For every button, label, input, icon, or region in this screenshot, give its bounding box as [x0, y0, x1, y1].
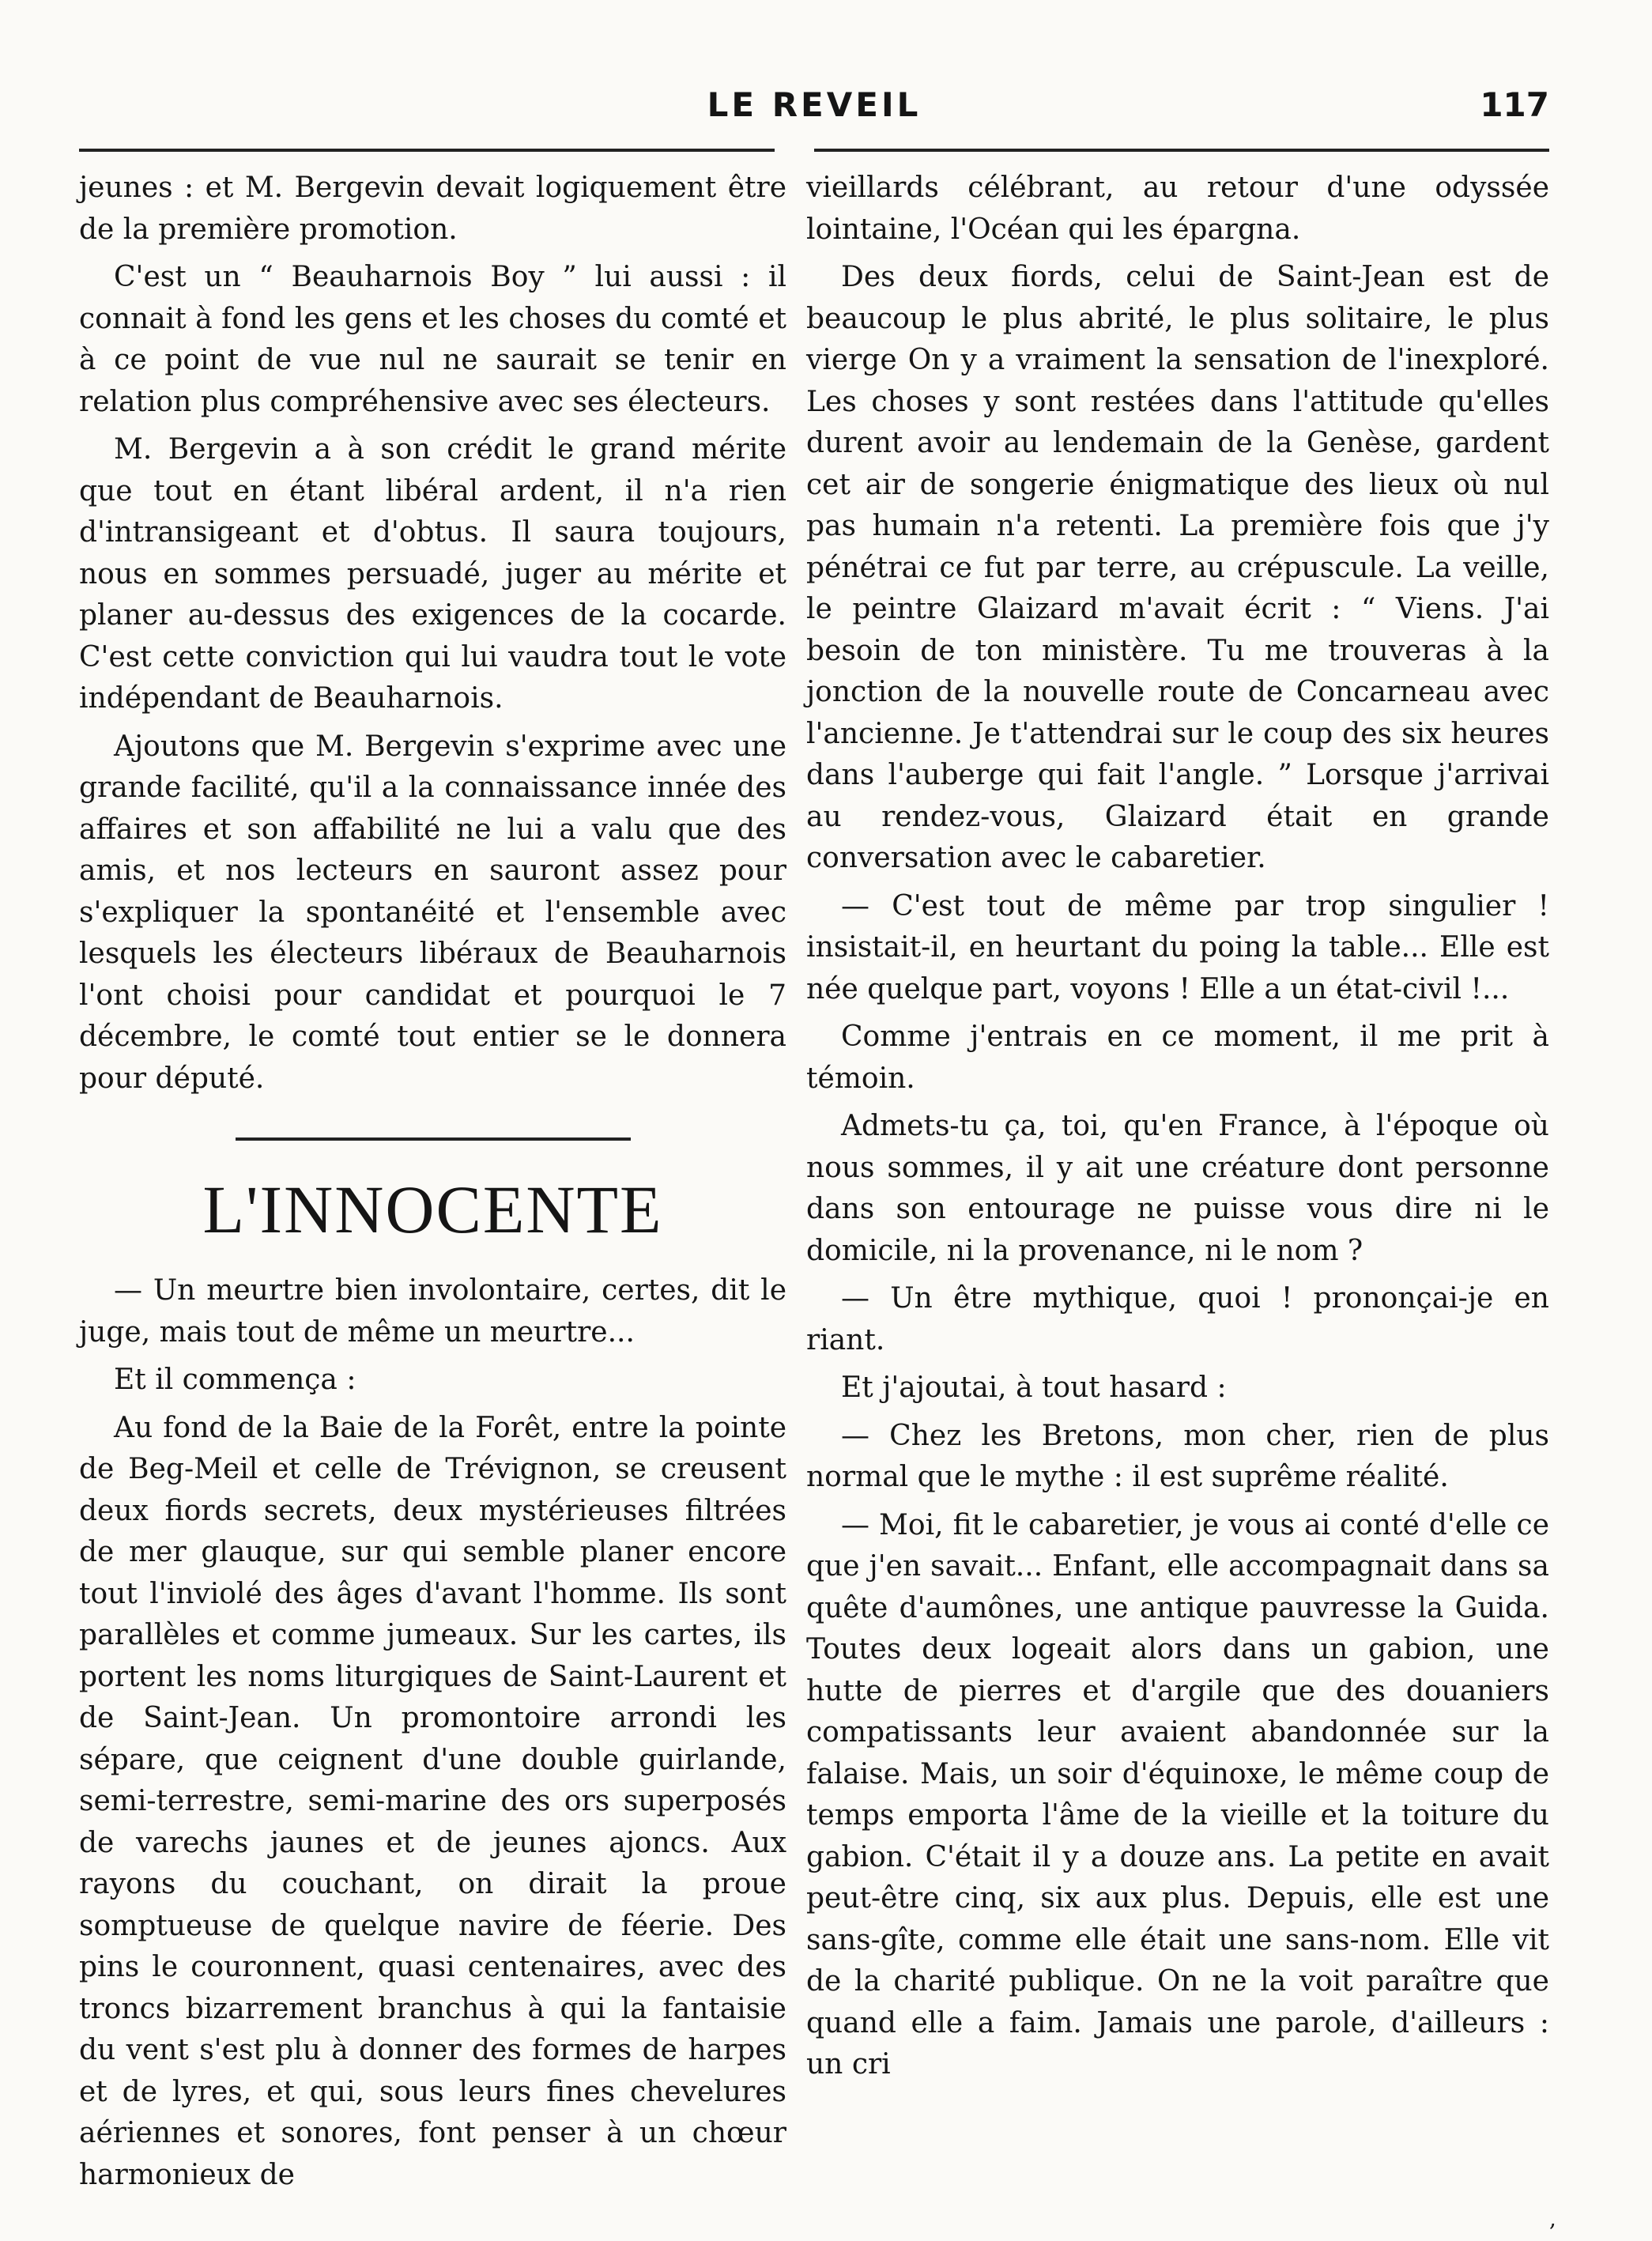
paragraph: — C'est tout de même par trop singulier ! insistait-il, en heurtant du poing la table... Elle est née quelque part, voyons ! Elle a un état-civil !...: [806, 889, 1549, 1005]
paragraph: jeunes : et M. Bergevin devait logiquement être de la première promotion.: [79, 172, 786, 246]
paragraph: M. Bergevin a à son crédit le grand mérite que tout en étant libéral ardent, il n'a rien d'intransigeant et d'obtus. Il saura toujours, nous en sommes persuadé, juger au mérite et planer au-dessus des exigences de la cocarde. C'est cette conviction qui lui vaudra tout le vote indépendant de Beauharnois.: [79, 433, 786, 715]
paragraph: — Un meurtre bien involontaire, certes, dit le juge, mais tout de même un meurtre...: [79, 1274, 786, 1349]
paragraph: — Chez les Bretons, mon cher, rien de plus normal que le mythe : il est suprême réalité.: [806, 1419, 1549, 1493]
right-column: [806, 168, 1549, 2086]
header-rule-left: [79, 149, 775, 152]
running-title: LE REVEIL: [707, 85, 922, 124]
paragraph: — Moi, fit le cabaretier, je vous ai conté d'elle ce que j'en savait... Enfant, elle accompagnait dans sa quête d'aumônes, une antique pauvresse la Guida. Toutes deux logeait alors dans un gabion, une hutte de pierres et d'argile que des douaniers compatissants leur avaient abandonnée sur la falaise. Mais, un soir d'équinoxe, le même coup de temps emporta l'âme de la vieille et la toiture du gabion. C'était il y a douze ans. La petite en avait peut-être cinq, six aux plus. Depuis, elle est une sans-gîte, comme elle était une sans-nom. Elle vit de la charité publique. On ne la voit paraître que quand elle a faim. Jamais une parole, d'ailleurs : un cri: [806, 1508, 1549, 2081]
paragraph: Admets-tu ça, toi, qu'en France, à l'époque où nous sommes, il y ait une créature dont personne dans son entourage ne puisse vous dire ni le domicile, ni la provenance, ni le nom ?: [806, 1110, 1549, 1267]
print-mark: ,: [1549, 2205, 1556, 2232]
paragraph: Et il commença :: [114, 1364, 356, 1396]
section-separator: [236, 1137, 631, 1141]
paragraph: Des deux fiords, celui de Saint-Jean est de beaucoup le plus abrité, le plus solitaire, le plus vierge On y a vraiment la sensation de l'inexploré. Les choses y sont restées dans l'attitude qu'elles durent avoir au lendemain de la Genèse, gardent cet air de songerie énigmatique des lieux où nul pas humain n'a retenti. La première fois que j'y pénétrai ce fut par terre, au crépuscule. La veille, le peintre Glaizard m'avait écrit : “ Viens. J'ai besoin de ton ministère. Tu me trouveras à la jonction de la nouvelle route de Concarneau avec l'ancienne. Je t'attendrai sur le coup des six heures dans l'auberge qui fait l'angle. ” Lorsque j'arrivai au rendez-vous, Glaizard était en grande conversation avec le cabaretier.: [806, 261, 1549, 874]
paragraph: Comme j'entrais en ce moment, il me prit à témoin.: [806, 1021, 1549, 1095]
paragraph: C'est un “ Beauharnois Boy ” lui aussi : il connait à fond les gens et les choses du comté et à ce point de vue nul ne saurait se tenir en relation plus compréhensive avec ses électeurs.: [79, 261, 786, 418]
page-number: 117: [1480, 85, 1549, 124]
paragraph: Ajoutons que M. Bergevin s'exprime avec une grande facilité, qu'il a la connaissance innée des affaires et son affabilité ne lui a valu que des amis, et nos lecteurs en sauront assez pour s'expliquer la spontanéité et l'ensemble avec lesquels les électeurs libéraux de Beauharnois l'ont choisi pour candidat et pourquoi le 7 décembre, le comté tout entier se le donnera pour député.: [79, 730, 786, 1095]
left-column: [79, 168, 786, 2196]
header-rule-right: [814, 149, 1549, 152]
paragraph: — Un être mythique, quoi ! prononçai-je en riant.: [806, 1282, 1549, 1356]
story-title: L'INNOCENTE: [202, 1171, 663, 1247]
paragraph: Au fond de la Baie de la Forêt, entre la pointe de Beg-Meil et celle de Trévignon, se creusent deux fiords secrets, deux mystérieuses filtrées de mer glauque, sur qui semble planer encore tout l'inviolé des âges d'avant l'homme. Ils sont parallèles et comme jumeaux. Sur les cartes, ils portent les noms liturgiques de Saint-Laurent et de Saint-Jean. Un promontoire arrondi les sépare, que ceignent d'une double guirlande, semi-terrestre, semi-marine des ors superposés de varechs jaunes et de jeunes ajoncs. Aux rayons du couchant, on dirait la proue somptueuse de quelque navire de féerie. Des pins le couronnent, quasi centenaires, avec des troncs bizarrement branchus à qui la fantaisie du vent s'est plu à donner des formes de harpes et de lyres, et qui, sous leurs fines chevelures aériennes et sonores, font penser à un chœur harmonieux de: [79, 1411, 786, 2191]
paragraph: Et j'ajoutai, à tout hasard :: [841, 1371, 1227, 1404]
paragraph: vieillards célébrant, au retour d'une odyssée lointaine, l'Océan qui les épargna.: [806, 172, 1549, 246]
page-header: [79, 85, 1549, 133]
